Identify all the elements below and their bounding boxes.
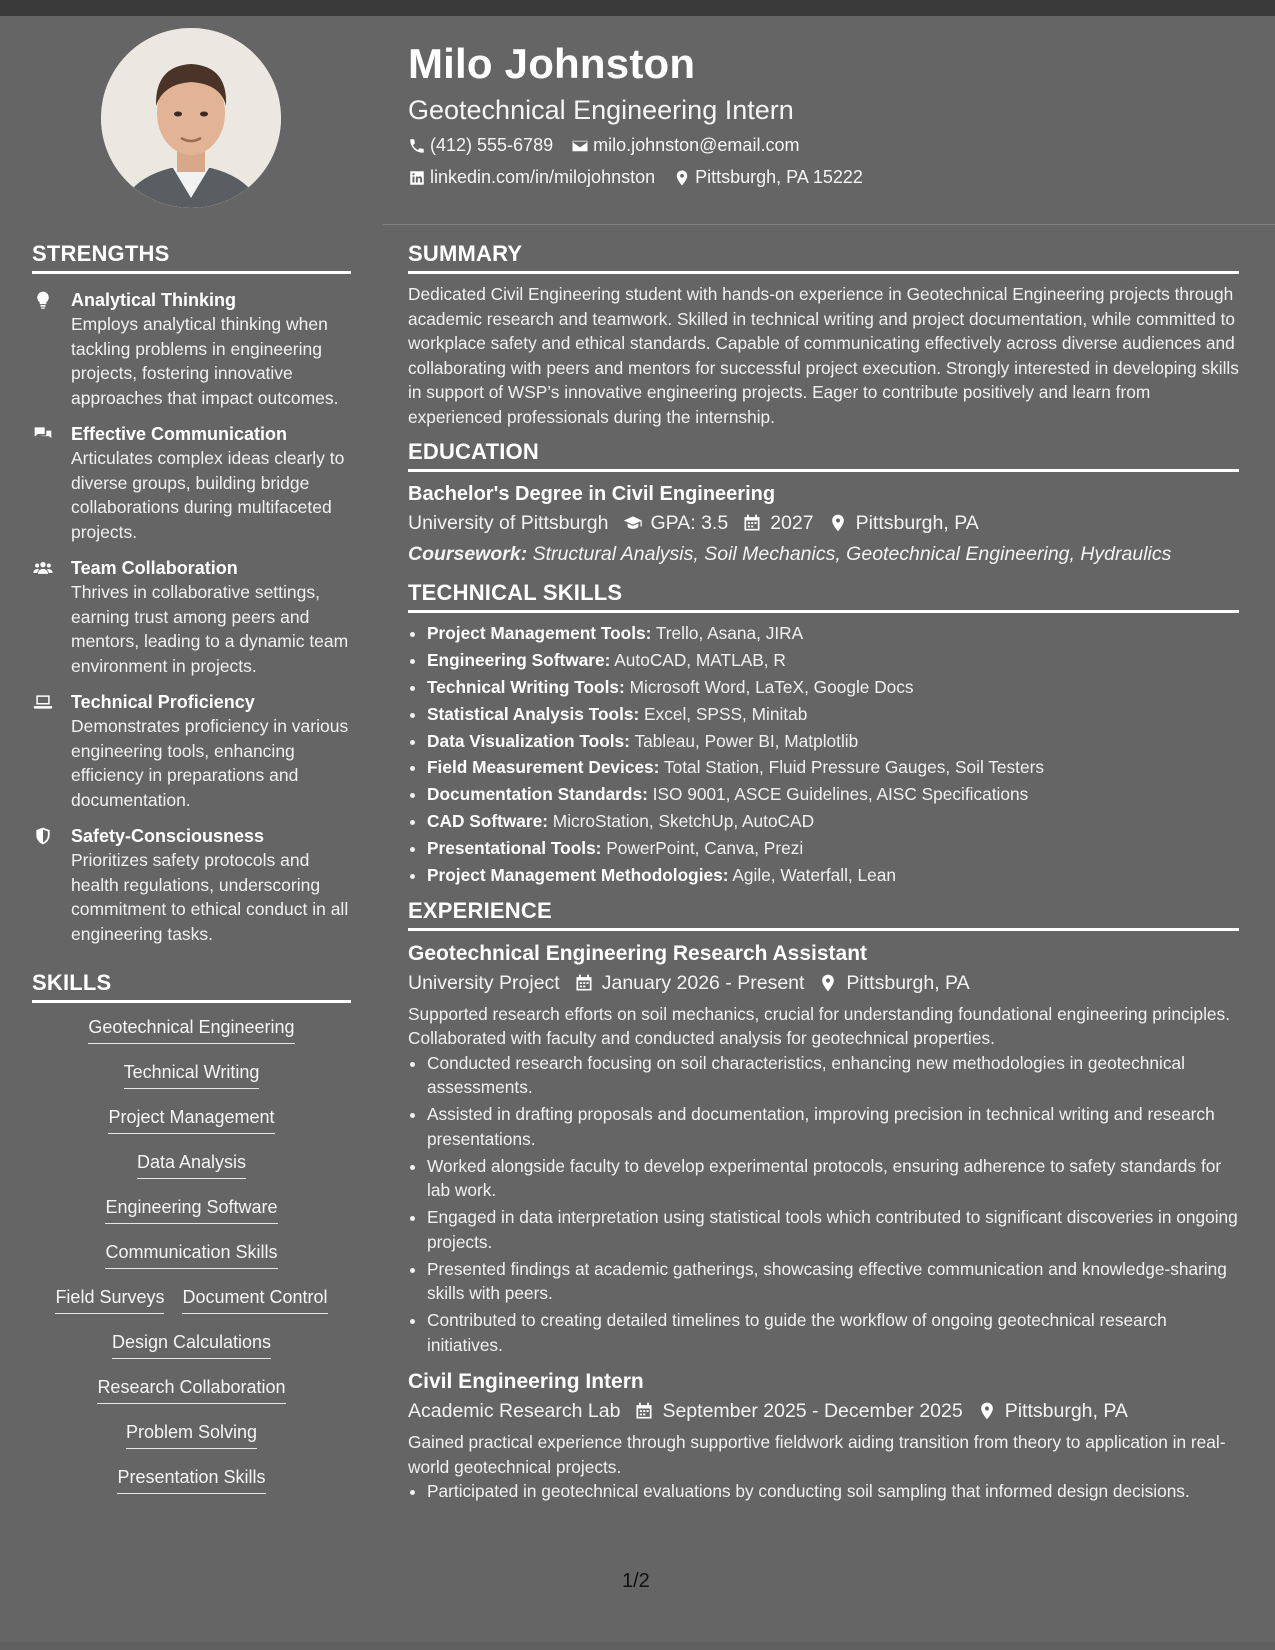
skill-tag: Field Surveys (55, 1283, 164, 1314)
grad-year-text: 2027 (770, 512, 814, 534)
skill-tag: Document Control (182, 1283, 327, 1314)
strength-title: Team Collaboration (71, 558, 238, 578)
strength-desc: Demonstrates proficiency in various engineering tools, enhancing efficiency in preparations and documentation. (71, 716, 349, 810)
tech-skill-item (427, 729, 1239, 754)
technical-skills-section (408, 580, 1239, 888)
skill-tag: Presentation Skills (117, 1463, 265, 1494)
job-location: Pittsburgh, PA (1004, 1400, 1128, 1423)
tech-skill-value: Trello, Asana, JIRA (655, 623, 804, 643)
grad-year-item (742, 508, 813, 538)
header-divider (383, 224, 1275, 225)
tech-skill-label: Project Management Methodologies: (427, 865, 729, 886)
education-heading: EDUCATION (408, 439, 1239, 472)
tech-skill-value: MicroStation, SketchUp, AutoCAD (552, 811, 815, 832)
tech-skill-label: Presentational Tools: (427, 838, 602, 859)
lightbulb-icon (32, 290, 54, 310)
strength-desc: Employs analytical thinking when tackling problems in engineering projects, fostering innovative approaches that impact outcomes. (71, 314, 339, 408)
summary-section (408, 241, 1239, 429)
strength-desc: Articulates complex ideas clearly to diverse groups, building bridge collaborations during multifaceted projects. (71, 448, 345, 542)
candidate-title: Geotechnical Engineering Intern (408, 95, 794, 125)
strength-item (32, 690, 351, 812)
candidate-name: Milo Johnston (408, 40, 696, 87)
job-bullet: • Assisted in drafting proposals and documentation, improving precision in technical writing and research presentations. (427, 1102, 1239, 1151)
calendar-icon (742, 513, 762, 533)
skill-tag: Project Management (108, 1103, 274, 1134)
graduation-cap-icon (623, 513, 643, 533)
education-meta (408, 508, 1239, 538)
tech-skill-value: AutoCAD, MATLAB, R (614, 649, 786, 670)
calendar-icon (574, 973, 594, 993)
tech-skill-value: ISO 9001, ASCE Guidelines, AISC Specifications (652, 784, 1029, 805)
skill-tag: Technical Writing (124, 1058, 260, 1089)
left-column (32, 241, 351, 1508)
map-pin-icon (818, 973, 838, 993)
gpa-text: GPA: 3.5 (650, 512, 729, 534)
strength-item (32, 824, 351, 946)
strength-title: Analytical Thinking (71, 290, 237, 310)
skill-tag: Research Collaboration (97, 1373, 285, 1404)
strength-item (32, 556, 351, 678)
coursework-line (408, 538, 1239, 570)
job-title: Civil Engineering Intern (408, 1370, 644, 1394)
skills-heading: SKILLS (32, 970, 351, 1003)
strength-item (32, 422, 351, 544)
location-contact (673, 167, 863, 188)
strength-title: Technical Proficiency (71, 692, 255, 712)
job-bullets (408, 1479, 1239, 1504)
linkedin-icon (408, 169, 426, 187)
job-dates: January 2026 - Present (601, 971, 805, 994)
tech-skill-label: CAD Software: (427, 811, 548, 832)
tech-skill-value: Total Station, Fluid Pressure Gauges, Soil Testers (663, 757, 1044, 778)
skill-tag: Geotechnical Engineering (88, 1013, 294, 1044)
job-bullet: • Presented findings at academic gatherings, showcasing effective communication and knowledge-sharing skills with peers. (427, 1257, 1239, 1306)
job-meta (408, 1396, 1239, 1426)
job-location: Pittsburgh, PA (846, 971, 970, 994)
job-bullets (408, 1051, 1239, 1358)
education-location-item (828, 508, 979, 538)
skill-tag: Design Calculations (112, 1328, 271, 1359)
experience-heading: EXPERIENCE (408, 898, 1239, 931)
skill-tag: Data Analysis (137, 1148, 246, 1179)
tech-skill-value: Excel, SPSS, Minitab (644, 703, 808, 724)
degree-title: Bachelor's Degree in Civil Engineering (408, 483, 776, 505)
location-text: Pittsburgh, PA 15222 (695, 167, 863, 187)
tech-skill-item (427, 863, 1239, 888)
job-bullet: • Participated in geotechnical evaluations by conducting soil sampling that informed design decisions. (427, 1479, 1239, 1504)
job-description: Gained practical experience through supportive fieldwork aiding transition from theory to application in real-world geotechnical projects. (408, 1432, 1226, 1477)
tech-skill-item (427, 621, 1239, 646)
skills-list (32, 1013, 351, 1508)
strength-title: Safety-Consciousness (71, 826, 265, 846)
laptop-icon (32, 692, 54, 712)
gpa-item (623, 508, 729, 538)
summary-heading: SUMMARY (408, 241, 1239, 274)
coursework-text: Structural Analysis, Soil Mechanics, Geotechnical Engineering, Hydraulics (532, 543, 1172, 565)
linkedin-text: linkedin.com/in/milojohnston (430, 167, 656, 187)
tech-skill-item (427, 675, 1239, 700)
job-location-item (977, 1396, 1128, 1426)
job-bullet: • Engaged in data interpretation using statistical tools which contributed to significant discoveries in ongoing projects. (427, 1205, 1239, 1254)
viewer-top-bar (0, 0, 1275, 16)
chat-bubbles-icon (32, 424, 54, 444)
job-org: University Project (408, 971, 560, 994)
strength-title: Effective Communication (71, 424, 288, 444)
coursework-label: Coursework: (408, 543, 528, 565)
strength-desc: Thrives in collaborative settings, earning trust among peers and mentors, leading to a dynamic team environment in projects. (71, 582, 349, 676)
job-dates-item (574, 968, 805, 998)
profile-photo (101, 28, 281, 208)
right-column (408, 241, 1239, 1514)
phone-icon (408, 137, 426, 155)
shield-icon (32, 826, 54, 846)
page-number: 1/2 (622, 1570, 650, 1592)
experience-section (408, 898, 1239, 1504)
job-location-item (818, 968, 969, 998)
education-location-text: Pittsburgh, PA (855, 512, 979, 534)
job-meta (408, 968, 1239, 998)
tech-skill-label: Technical Writing Tools: (427, 676, 625, 697)
experience-entry (408, 1367, 1239, 1504)
strength-item (32, 288, 351, 410)
tech-skill-label: Documentation Standards: (427, 784, 648, 805)
job-description: Supported research efforts on soil mechanics, crucial for understanding foundational engineering principles. Collaborated with faculty and conducted analysis for geotechnical properties. (408, 1003, 1230, 1049)
tech-skill-value: Tableau, Power BI, Matplotlib (634, 730, 859, 751)
job-title: Geotechnical Engineering Research Assistant (408, 941, 868, 965)
skill-tag: Communication Skills (105, 1238, 277, 1269)
strength-desc: Prioritizes safety protocols and health regulations, underscoring commitment to ethical conduct in all engineering tasks. (71, 850, 349, 944)
tech-skill-item (427, 755, 1239, 780)
calendar-icon (634, 1401, 654, 1421)
tech-skill-item (427, 782, 1239, 807)
email-text: milo.johnston@email.com (593, 135, 800, 155)
tech-skill-value: Microsoft Word, LaTeX, Google Docs (629, 676, 914, 697)
tech-skill-item (427, 809, 1239, 834)
users-icon (32, 558, 54, 578)
tech-skill-label: Project Management Tools: (427, 623, 652, 643)
summary-text: Dedicated Civil Engineering student with hands-on experience in Geotechnical Engineering projects through academic research and teamwork. Skilled in technical writing and project documentation, while committed to workplace safety and ethical standards. Capable of communicating effectively across diverse audiences and collaborating with peers and mentors for successful project execution. Strongly interested in developing skills in support of WSP’s innovative engineering projects. Eager to contribute positively and learn from experienced professionals during the internship. (408, 284, 1239, 427)
viewer-bottom-bar (0, 1642, 1275, 1650)
tech-skill-value: Agile, Waterfall, Lean (732, 865, 896, 886)
skill-tag: Engineering Software (105, 1193, 277, 1224)
email-contact[interactable] (571, 135, 799, 156)
contact-row-2 (408, 167, 881, 188)
job-bullet: • Conducted research focusing on soil characteristics, enhancing new methodologies in geotechnical assessments. (427, 1051, 1239, 1100)
phone-text: (412) 555-6789 (430, 135, 554, 155)
tech-skill-value: PowerPoint, Canva, Prezi (606, 838, 804, 859)
school-name: University of Pittsburgh (408, 512, 609, 534)
job-dates: September 2025 - December 2025 (662, 1400, 963, 1423)
tech-skill-label: Data Visualization Tools: (427, 730, 630, 751)
tech-skill-label: Statistical Analysis Tools: (427, 703, 640, 724)
experience-entry (408, 939, 1239, 1358)
contact-row-1 (408, 135, 817, 156)
tech-skill-label: Field Measurement Devices: (427, 757, 660, 778)
envelope-icon (571, 137, 589, 155)
phone-contact (408, 135, 553, 156)
map-pin-icon (828, 513, 848, 533)
strengths-heading: STRENGTHS (32, 241, 351, 274)
job-org: Academic Research Lab (408, 1400, 621, 1423)
tech-skill-item (427, 702, 1239, 727)
tech-skill-item (427, 836, 1239, 861)
tech-skill-item (427, 648, 1239, 673)
technical-skills-list (408, 621, 1239, 888)
technical-skills-heading: TECHNICAL SKILLS (408, 580, 1239, 613)
skill-tag: Problem Solving (126, 1418, 257, 1449)
linkedin-contact[interactable] (408, 167, 655, 188)
map-pin-icon (977, 1401, 997, 1421)
job-bullet: • Contributed to creating detailed timelines to guide the workflow of ongoing geotechnical research initiatives. (427, 1308, 1239, 1357)
education-section (408, 439, 1239, 570)
map-pin-icon (673, 169, 691, 187)
job-bullet: • Worked alongside faculty to develop experimental protocols, ensuring adherence to safety standards for lab work. (427, 1154, 1239, 1203)
tech-skill-label: Engineering Software: (427, 649, 611, 670)
job-dates-item (634, 1396, 962, 1426)
